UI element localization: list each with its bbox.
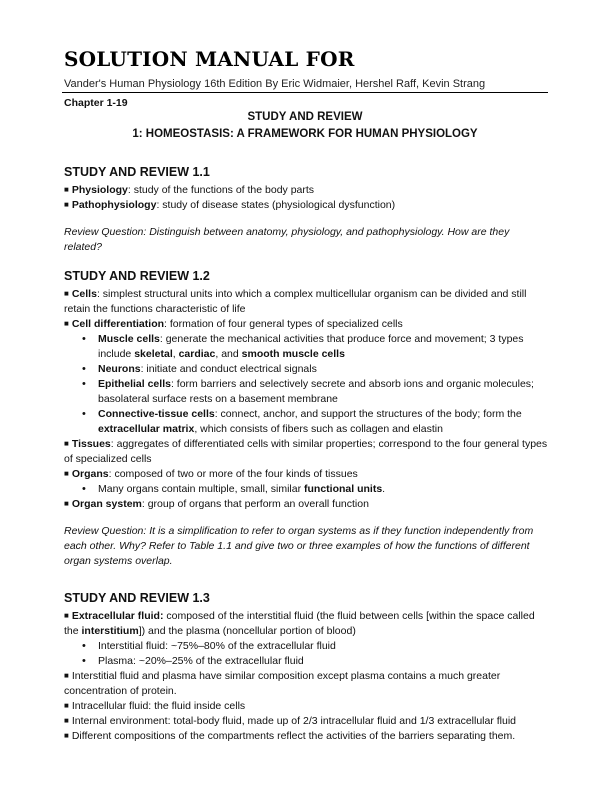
term-muscle-cells: Muscle cells	[98, 333, 160, 345]
list-item-neurons	[98, 362, 548, 377]
heading-1-1: STUDY AND REVIEW 1.1	[64, 165, 210, 179]
term-extracellular-matrix: extracellular matrix	[98, 423, 195, 435]
text-internal-environment: Internal environment: total-body fluid, made up of 2/3 intracellular fluid and 1/3 extracellular fluid	[71, 715, 517, 727]
bullet-intracellular-fluid	[64, 699, 548, 714]
term-functional-units: functional units	[304, 483, 383, 495]
section-title: STUDY AND REVIEW	[247, 111, 363, 123]
chapter-label: Chapter 1-19	[64, 97, 128, 109]
def-physiology: : study of the functions of the body parts	[127, 184, 315, 196]
term-cell-differentiation: Cell differentiation	[71, 318, 165, 330]
term-epithelial-cells: Epithelial cells	[98, 378, 171, 390]
bullet-cell-differentiation	[64, 317, 548, 332]
bullet-physiology	[64, 183, 548, 198]
def-cell-differentiation: : formation of four general types of specialized cells	[164, 318, 403, 330]
bullet-organs	[64, 467, 548, 482]
term-interstitium: interstitium	[81, 625, 139, 637]
brand-title: SOLUTION MANUAL FOR	[64, 47, 355, 71]
bullet-organ-system	[64, 497, 548, 512]
text-functional-units: Many organs contain multiple, small, similar	[98, 483, 304, 495]
header-divider	[62, 92, 548, 93]
def-cells: : simplest structural units into which a complex multicellular organism can be divided and still retain the functions characteristic of life	[64, 288, 527, 315]
term-cells: Cells	[71, 288, 97, 300]
def-organ-system: : group of organs that perform an overall function	[141, 498, 369, 510]
def-organs: : composed of two or more of the four kinds of tissues	[108, 468, 358, 480]
def-epithelial-cells: : form barriers and selectively secrete and absorb ions and organic molecules; basolateral surface rests on a basement membrane	[98, 378, 534, 405]
book-subtitle: Vander's Human Physiology 16th Edition By Eric Widmaier, Hershel Raff, Kevin Strang	[64, 78, 486, 90]
main-content	[64, 163, 548, 744]
review-question-1-2: Review Question: It is a simplification to refer to organ systems as if they function independently from each other. Why? Refer to Table 1.1 and give two or three examples of how the functions of different organ systems overlap.	[64, 525, 534, 567]
bullet-pathophysiology	[64, 198, 548, 213]
separator: , and	[215, 348, 242, 360]
bullet-compartments	[64, 729, 548, 744]
term-neurons: Neurons	[98, 363, 141, 375]
bullet-tissues	[64, 437, 548, 467]
cell-types-list	[64, 332, 548, 437]
bullet-cells	[64, 287, 548, 317]
heading-1-3: STUDY AND REVIEW 1.3	[64, 591, 210, 605]
term-skeletal: skeletal	[134, 348, 173, 360]
separator: ,	[172, 348, 179, 360]
term-extracellular-fluid: Extracellular fluid:	[71, 610, 164, 622]
period: .	[382, 483, 386, 495]
term-connective-tissue: Connective-tissue cells	[98, 408, 215, 420]
list-item-muscle-cells	[98, 332, 548, 362]
list-item-connective-tissue	[98, 407, 548, 437]
def-muscle-cells: : generate the mechanical activities that produce force and movement; 3 types include	[98, 333, 524, 360]
def-connective-tissue-end: , which consists of fibers such as collagen and elastin	[194, 423, 443, 435]
bullet-composition	[64, 669, 548, 699]
fluid-list	[64, 639, 548, 669]
term-smooth-muscle: smooth muscle cells	[241, 348, 345, 360]
term-tissues: Tissues	[71, 438, 111, 450]
review-question-1-1: Review Question: Distinguish between anatomy, physiology, and pathophysiology. How are they related?	[64, 226, 510, 253]
bullet-internal-environment	[64, 714, 548, 729]
def-connective-tissue: : connect, anchor, and support the structures of the body; form the	[214, 408, 522, 420]
list-item-functional-units	[98, 482, 548, 497]
heading-1-2: STUDY AND REVIEW 1.2	[64, 269, 210, 283]
term-cardiac: cardiac	[178, 348, 216, 360]
bullet-extracellular-fluid	[64, 609, 548, 639]
def-tissues: : aggregates of differentiated cells with similar properties; correspond to the four general types of specialized cells	[64, 438, 548, 465]
organs-list	[64, 482, 548, 497]
text-compartments: Different compositions of the compartments reflect the activities of the barriers separating them.	[71, 730, 516, 742]
def-neurons: : initiate and conduct electrical signals	[140, 363, 317, 375]
term-physiology: Physiology	[71, 184, 128, 196]
list-item-plasma: • Plasma: ~20%–25% of the extracellular fluid	[98, 654, 548, 669]
term-organs: Organs	[71, 468, 109, 480]
def-extracellular-fluid-end: ]) and the plasma (noncellular portion of blood)	[138, 625, 356, 637]
list-item-epithelial-cells	[98, 377, 548, 407]
def-pathophysiology: : study of disease states (physiological dysfunction)	[156, 199, 396, 211]
text-composition: Interstitial fluid and plasma have similar composition except plasma contains a much greater concentration of protein.	[64, 670, 501, 697]
list-item-interstitial-fluid: • Interstitial fluid: ~75%–80% of the extracellular fluid	[98, 639, 548, 654]
def-extracellular-fluid: composed of the interstitial fluid (the fluid between cells [within the space called the	[64, 610, 535, 637]
term-pathophysiology: Pathophysiology	[71, 199, 157, 211]
text-intracellular-fluid: Intracellular fluid: the fluid inside cells	[71, 700, 246, 712]
chapter-title: 1: HOMEOSTASIS: A FRAMEWORK FOR HUMAN PHYSIOLOGY	[132, 128, 478, 140]
term-organ-system: Organ system	[71, 498, 142, 510]
